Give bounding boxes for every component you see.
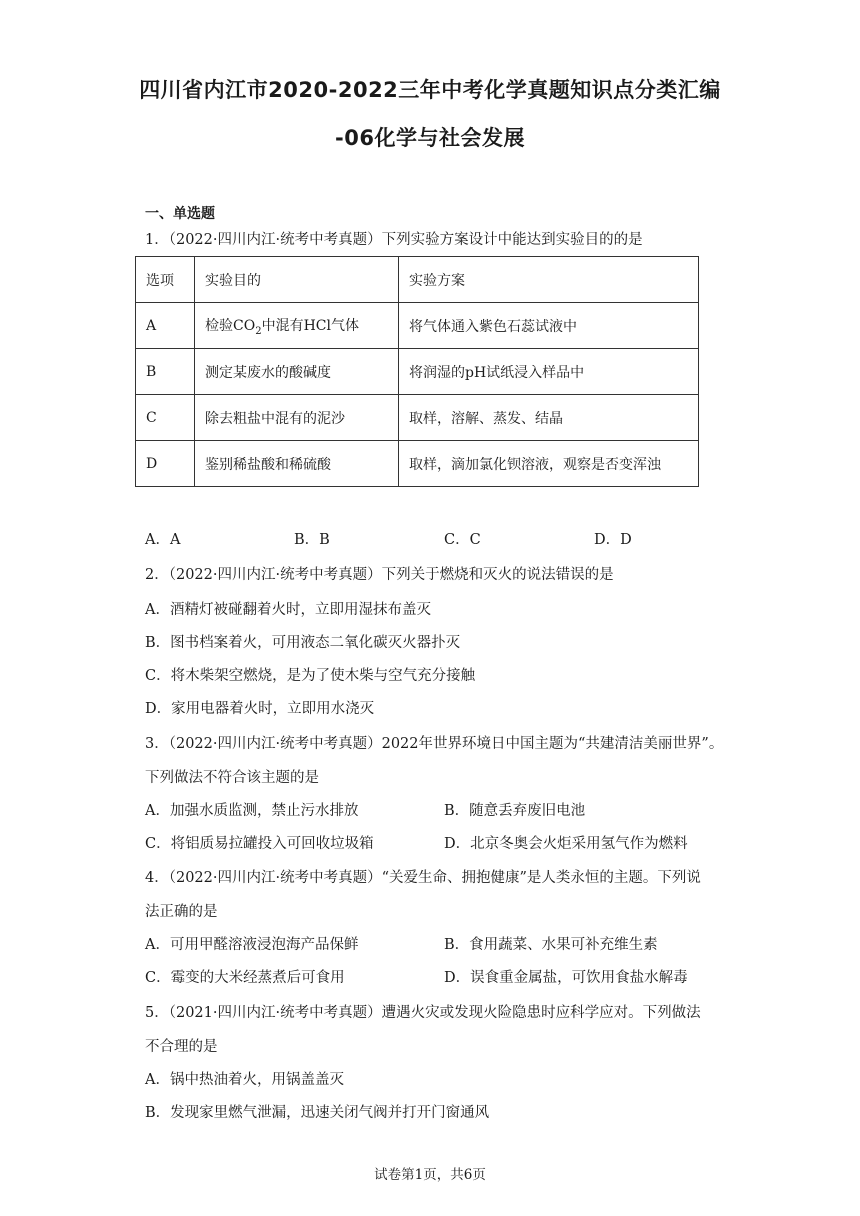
q2-option-d: D．家用电器着火时，立即用水浇灭	[145, 701, 375, 717]
row-option: A	[136, 303, 195, 349]
table-row	[136, 303, 699, 349]
q4-option-c: C．霉变的大米经蒸煮后可食用	[145, 970, 345, 986]
q1-option-a: A．A	[145, 532, 181, 548]
question-1-table	[135, 256, 699, 487]
question-1-stem: 1．（2022·四川内江·统考中考真题）下列实验方案设计中能达到实验目的的是	[145, 232, 643, 248]
q1-option-d: D．D	[594, 532, 632, 548]
q4-option-a: A．可用甲醛溶液浸泡海产品保鲜	[145, 937, 359, 953]
header-cell-purpose: 实验目的	[195, 257, 399, 303]
question-5-stem-line-2: 不合理的是	[145, 1039, 218, 1055]
row-plan: 将润湿的pH试纸浸入样品中	[399, 349, 699, 395]
row-purpose: 鉴别稀盐酸和稀硫酸	[195, 441, 399, 487]
q3-option-a: A．加强水质监测，禁止污水排放	[145, 803, 359, 819]
purpose-text-rest: 中混有HCl气体	[261, 317, 359, 334]
row-plan: 将气体通入紫色石蕊试液中	[399, 303, 699, 349]
page-footer: 试卷第1页，共6页	[374, 1167, 486, 1183]
section-heading: 一、单选题	[145, 206, 215, 222]
q5-option-a: A．锅中热油着火，用锅盖盖灭	[145, 1072, 344, 1088]
row-purpose	[195, 303, 399, 349]
q1-option-b: B．B	[294, 532, 330, 548]
header-cell-plan: 实验方案	[399, 257, 699, 303]
page-title-line-1: 四川省内江市2020-2022三年中考化学真题知识点分类汇编	[139, 78, 721, 102]
table-row	[136, 395, 699, 441]
q2-option-b: B．图书档案着火，可用液态二氧化碳灭火器扑灭	[145, 635, 461, 651]
q3-option-b: B．随意丢弃废旧电池	[444, 803, 586, 819]
table-row	[136, 349, 699, 395]
q5-option-b: B．发现家里燃气泄漏，迅速关闭气阀并打开门窗通风	[145, 1105, 490, 1121]
question-3-stem-line-1: 3．（2022·四川内江·统考中考真题）2022年世界环境日中国主题为“共建清洁美丽世界”。	[145, 736, 724, 752]
table-row	[136, 441, 699, 487]
q2-option-c: C．将木柴架空燃烧，是为了使木柴与空气充分接触	[145, 668, 476, 684]
question-2-stem: 2．（2022·四川内江·统考中考真题）下列关于燃烧和灭火的说法错误的是	[145, 567, 614, 583]
q1-option-c: C．C	[444, 532, 481, 548]
row-option: B	[136, 349, 195, 395]
row-plan: 取样，溶解、蒸发、结晶	[399, 395, 699, 441]
table-header-row	[136, 257, 699, 303]
row-purpose: 除去粗盐中混有的泥沙	[195, 395, 399, 441]
question-4-stem-line-2: 法正确的是	[145, 904, 218, 920]
row-purpose: 测定某废水的酸碱度	[195, 349, 399, 395]
question-3-stem-line-2: 下列做法不符合该主题的是	[145, 770, 319, 786]
row-option: D	[136, 441, 195, 487]
purpose-subscript: 2	[255, 325, 262, 337]
q4-option-b: B．食用蔬菜、水果可补充维生素	[444, 937, 658, 953]
page-title-line-2: -06化学与社会发展	[335, 126, 525, 150]
question-4-stem-line-1: 4．（2022·四川内江·统考中考真题）“关爱生命、拥抱健康”是人类永恒的主题。下列说	[145, 870, 701, 886]
q2-option-a: A．酒精灯被碰翻着火时，立即用湿抹布盖灭	[145, 602, 431, 618]
q4-option-d: D．误食重金属盐，可饮用食盐水解毒	[444, 970, 688, 986]
q3-option-d: D．北京冬奥会火炬采用氢气作为燃料	[444, 836, 688, 852]
question-5-stem-line-1: 5．（2021·四川内江·统考中考真题）遭遇火灾或发现火险隐患时应科学应对。下列做法	[145, 1005, 701, 1021]
q3-option-c: C．将铝质易拉罐投入可回收垃圾箱	[145, 836, 374, 852]
purpose-text: 检验CO	[205, 317, 256, 334]
header-cell-option: 选项	[136, 257, 195, 303]
row-option: C	[136, 395, 195, 441]
row-plan: 取样，滴加氯化钡溶液，观察是否变浑浊	[399, 441, 699, 487]
